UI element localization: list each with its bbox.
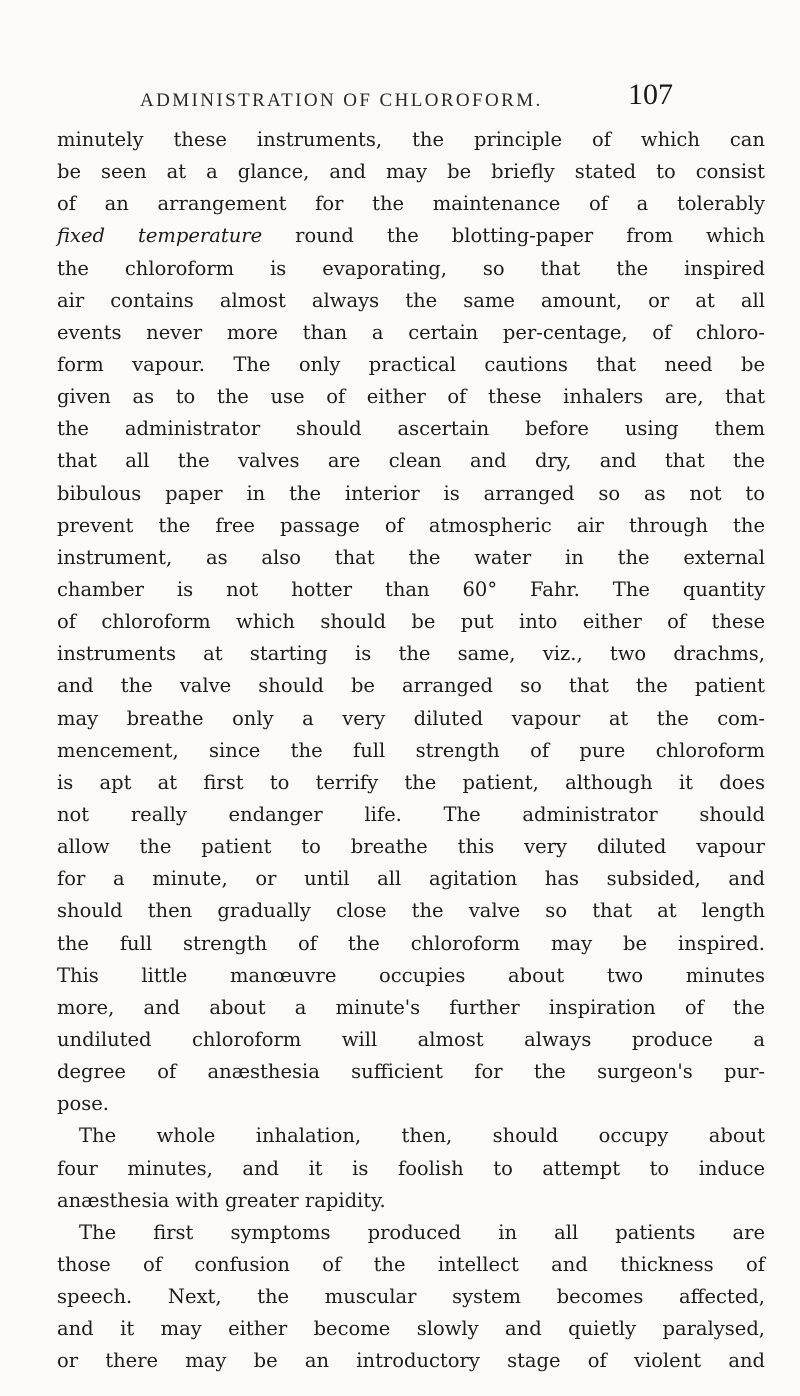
text-line: allow the patient to breathe this very diluted vapour [57, 835, 765, 859]
text-line: the full strength of the chloroform may be inspired. [57, 931, 765, 955]
text-line-with-italic [57, 220, 765, 252]
text-line: minutely these instruments, the principle of which can [57, 128, 765, 151]
text-line: of chloroform which should be put into either of these [57, 610, 765, 634]
text-line: This little manœuvre occupies about two minutes [57, 963, 765, 987]
text-line: bibulous paper in the interior is arranged so as not to [57, 481, 765, 505]
text-line: be seen at a glance, and may be briefly stated to consist [57, 160, 765, 184]
italic-phrase: fixed temperature [57, 224, 263, 248]
text-line: or there may be an introductory stage of violent and [57, 1349, 765, 1373]
text-line: speech. Next, the muscular system becomes affected, [57, 1285, 765, 1309]
text-line: of an arrangement for the maintenance of a tolerably [57, 192, 765, 216]
text-line: prevent the free passage of atmospheric air through the [57, 513, 765, 537]
running-head [0, 78, 800, 118]
text-line: air contains almost always the same amount, or at all [57, 288, 765, 312]
text-line: undiluted chloroform will almost always produce a [57, 1027, 765, 1051]
text-line: form vapour. The only practical cautions that need be [57, 352, 765, 376]
text-line: and the valve should be arranged so that the patient [57, 674, 765, 698]
body-text [57, 124, 765, 1377]
paragraph-start-line: The first symptoms produced in all patients are [79, 1220, 765, 1244]
text-line: is apt at first to terrify the patient, although it does [57, 770, 765, 794]
paragraph-end-line: anæsthesia with greater rapidity. [57, 1188, 386, 1212]
text-line: that all the valves are clean and dry, and that the [57, 449, 765, 473]
text-line: may breathe only a very diluted vapour at the com- [57, 706, 765, 730]
text-line-rest: round the blotting-paper from which [295, 224, 765, 248]
text-line: not really endanger life. The administrator should [57, 802, 765, 826]
text-line: the chloroform is evaporating, so that the inspired [57, 256, 765, 280]
text-line: mencement, since the full strength of pure chloroform [57, 738, 765, 762]
running-title: ADMINISTRATION OF CHLOROFORM. [140, 90, 543, 111]
text-line: chamber is not hotter than 60° Fahr. The quantity [57, 577, 765, 601]
text-line: and it may either become slowly and quietly paralysed, [57, 1317, 765, 1341]
text-line: events never more than a certain per-centage, of chloro- [57, 320, 765, 344]
text-line: instrument, as also that the water in the external [57, 545, 765, 569]
text-line: instruments at starting is the same, viz., two drachms, [57, 642, 765, 666]
text-line: for a minute, or until all agitation has subsided, and [57, 867, 765, 891]
text-line: four minutes, and it is foolish to attempt to induce [57, 1156, 765, 1180]
page-number: 107 [628, 78, 673, 111]
paragraph-end-line: pose. [57, 1092, 109, 1116]
text-line: degree of anæsthesia sufficient for the surgeon's pur- [57, 1060, 765, 1084]
text-line: the administrator should ascertain before using them [57, 417, 765, 441]
text-line: more, and about a minute's further inspiration of the [57, 995, 765, 1019]
paragraph-start-line: The whole inhalation, then, should occupy about [79, 1124, 765, 1148]
text-line: given as to the use of either of these inhalers are, that [57, 385, 765, 409]
text-line: those of confusion of the intellect and thickness of [57, 1252, 765, 1276]
text-line: should then gradually close the valve so that at length [57, 899, 765, 923]
